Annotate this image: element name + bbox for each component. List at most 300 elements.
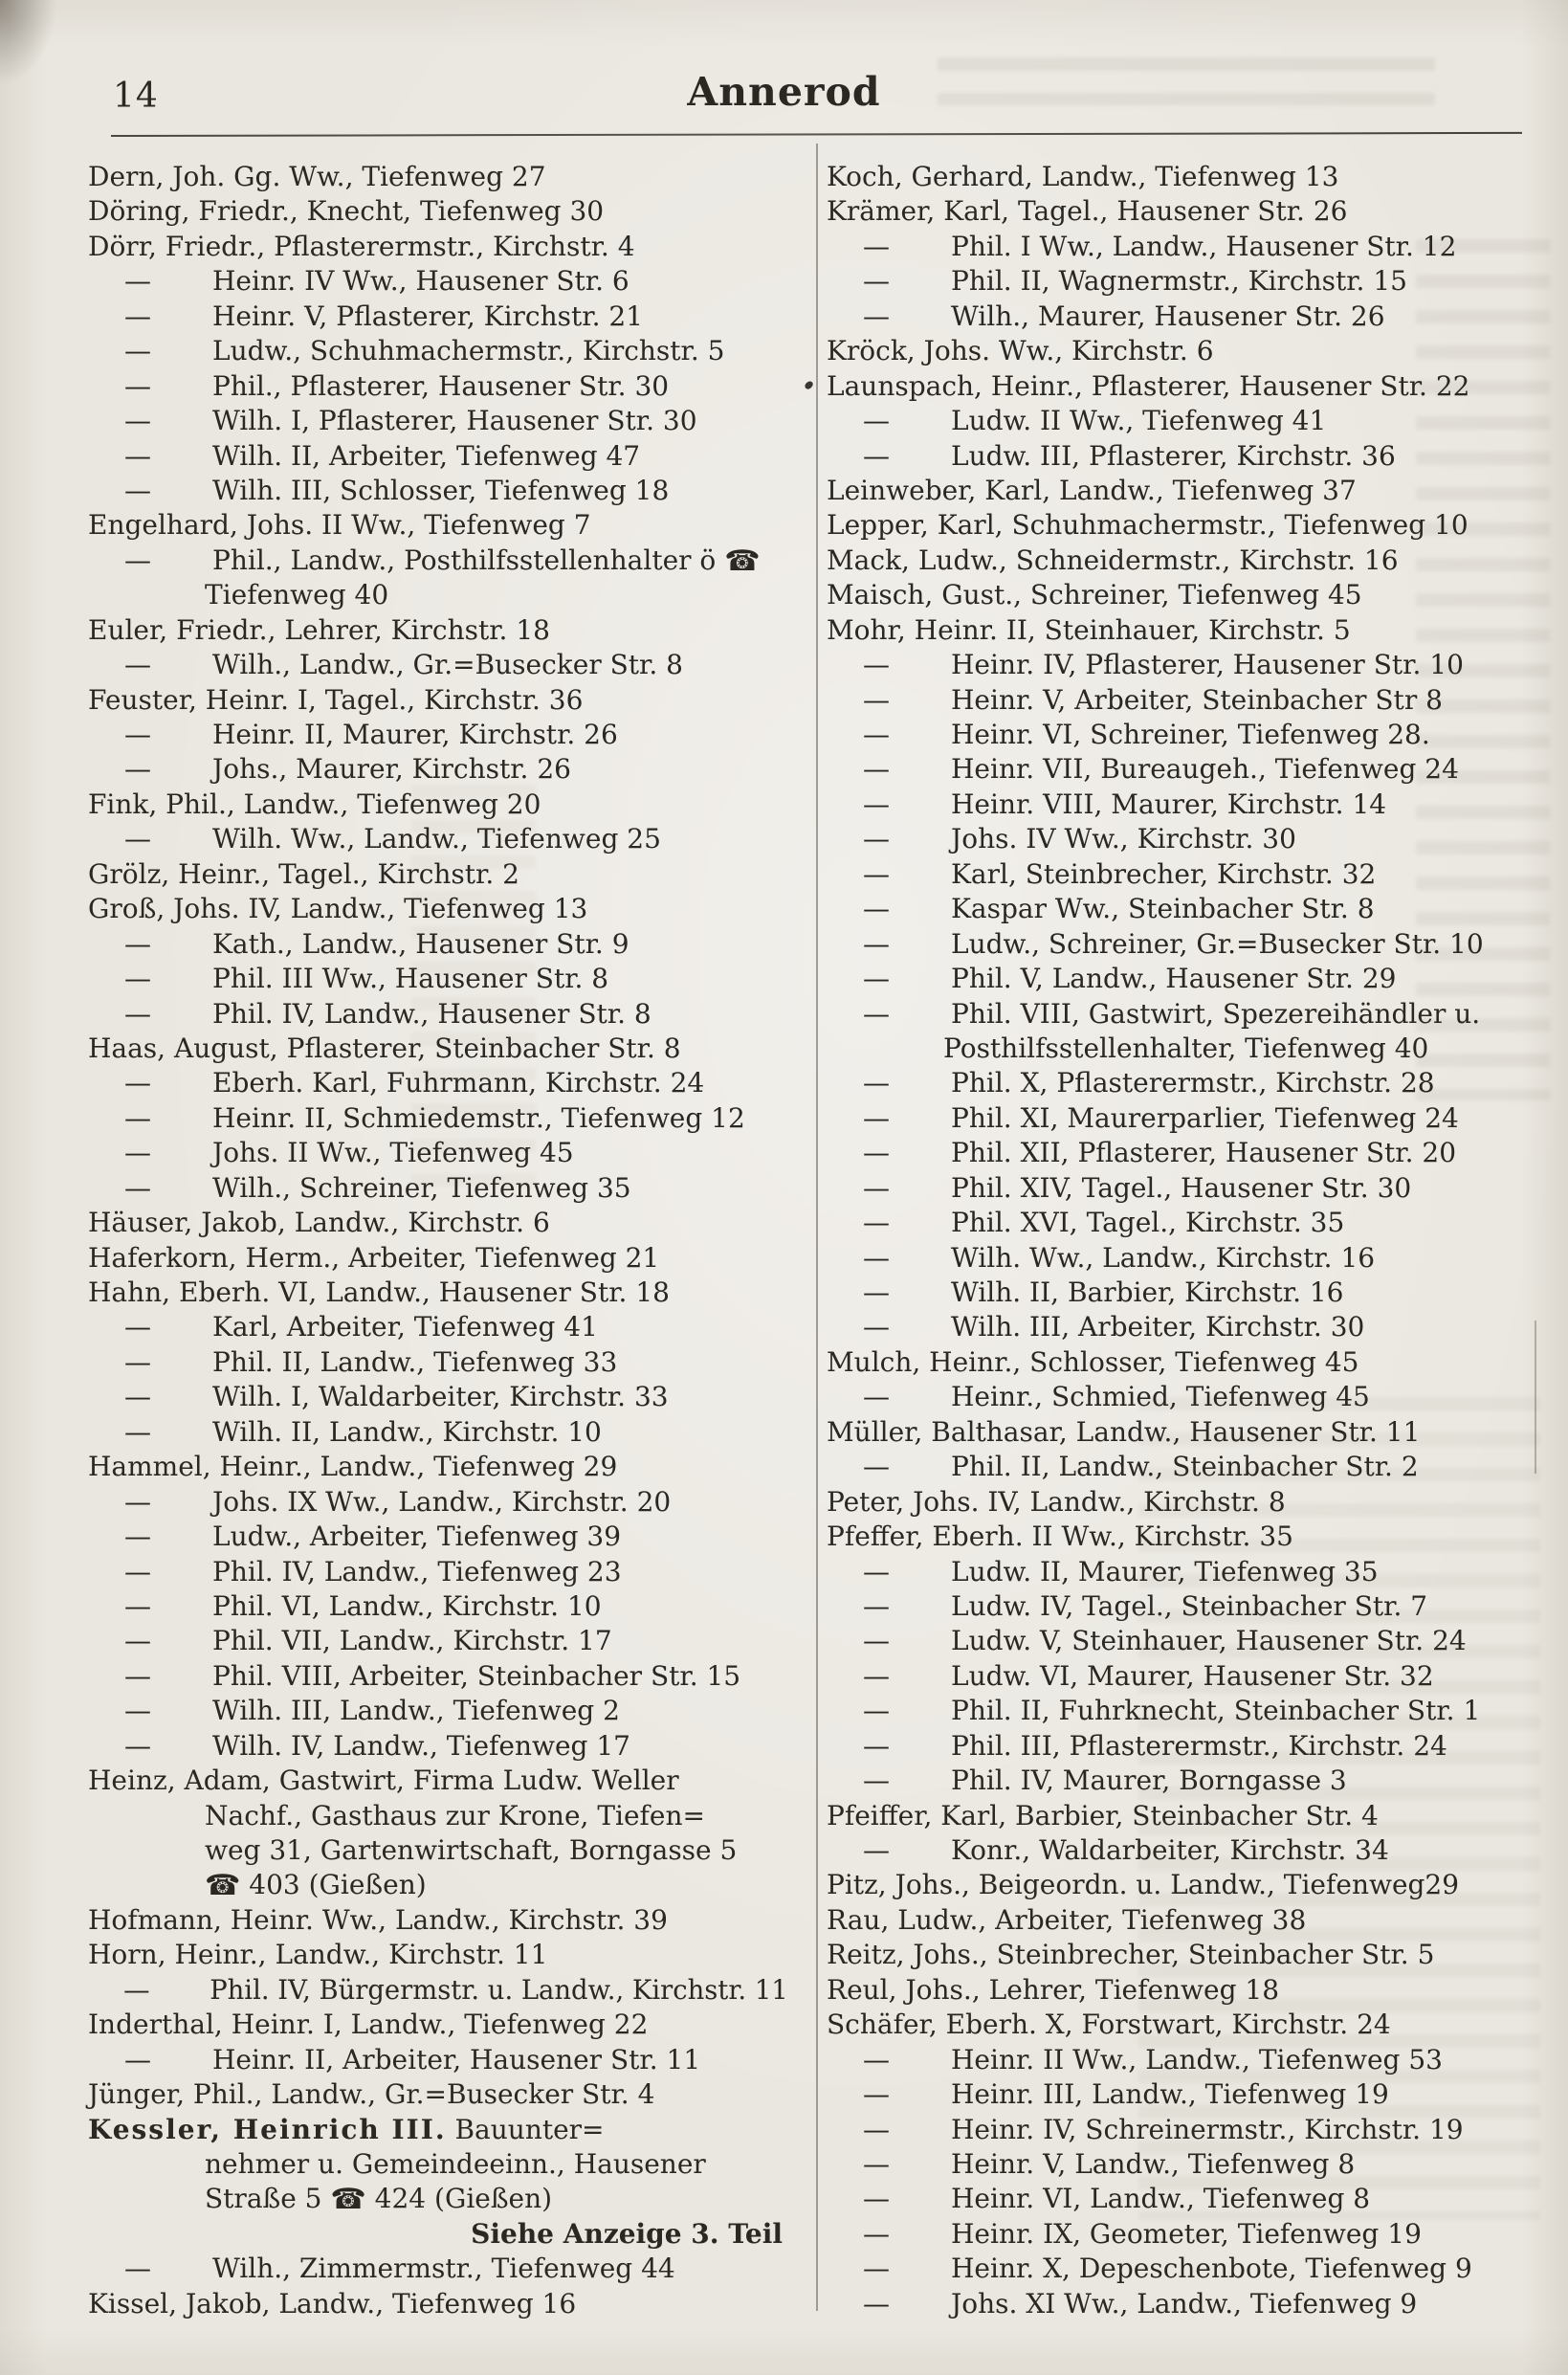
directory-entry — [827, 194, 1528, 229]
entry-text: Wilh. Ww., Landw., Tiefenweg 25 — [212, 823, 661, 855]
entry-text: Phil. II, Landw., Tiefenweg 33 — [212, 1345, 618, 1378]
entry-text: Haas, August, Pflasterer, Steinbacher Str. 8 — [88, 1032, 681, 1064]
directory-entry — [88, 2217, 788, 2252]
directory-entry-sub — [88, 1136, 788, 1170]
directory-entry-sub — [88, 300, 788, 334]
repeat-dash: — — [863, 265, 890, 298]
directory-entry-sub — [827, 892, 1528, 926]
directory-entry — [827, 1938, 1528, 1972]
repeat-dash: — — [124, 369, 151, 402]
directory-entry-sub — [827, 1659, 1528, 1694]
entry-text: Tiefenweg 40 — [205, 579, 389, 611]
repeat-dash: — — [863, 2253, 890, 2285]
repeat-dash: — — [124, 1311, 151, 1343]
directory-entry-sub — [88, 404, 788, 438]
repeat-dash: — — [863, 1765, 890, 1797]
directory-entry-continuation — [88, 1868, 788, 1902]
entry-text: 424 (Gießen) — [365, 2183, 553, 2215]
repeat-dash: — — [124, 2043, 151, 2075]
directory-entry-sub — [827, 1136, 1528, 1170]
repeat-dash: — — [863, 1625, 890, 1657]
repeat-dash: — — [863, 1171, 890, 1204]
entry-text: Phil., Pflasterer, Hausener Str. 30 — [212, 369, 670, 402]
entry-text: Wilh. Ww., Landw., Kirchstr. 16 — [951, 1241, 1376, 1274]
repeat-dash: — — [863, 927, 890, 960]
entry-text: Müller, Balthasar, Landw., Hausener Str. 11 — [827, 1415, 1421, 1448]
entry-text: Heinr. V, Landw., Tiefenweg 8 — [951, 2147, 1356, 2180]
repeat-dash: — — [863, 1381, 890, 1413]
directory-entry-sub — [88, 1973, 788, 2008]
entry-text: Pfeffer, Eberh. II Ww., Kirchstr. 35 — [827, 1520, 1293, 1553]
entry-text: Phil. IV, Maurer, Borngasse 3 — [951, 1765, 1347, 1797]
entry-text: Siehe Anzeige 3. Teil — [471, 2217, 783, 2250]
entry-text: Kröck, Johs. Ww., Kirchstr. 6 — [827, 335, 1214, 367]
repeat-dash: — — [863, 2078, 890, 2111]
header-rule — [111, 132, 1522, 137]
directory-entry-sub — [827, 1206, 1528, 1240]
directory-entry-sub — [827, 997, 1528, 1032]
directory-entry-sub — [827, 718, 1528, 752]
entry-text: Heinr. II, Maurer, Kirchstr. 26 — [212, 719, 618, 750]
entry-text: Dörr, Friedr., Pflasterermstr., Kirchstr. 4 — [88, 230, 635, 262]
entry-text: Hammel, Heinr., Landw., Tiefenweg 29 — [88, 1451, 618, 1483]
directory-entry-sub — [88, 1066, 788, 1100]
directory-entry-sub — [827, 927, 1528, 962]
repeat-dash: — — [124, 1137, 151, 1169]
repeat-dash: — — [124, 753, 151, 786]
entry-text: Haferkorn, Herm., Arbeiter, Tiefenweg 21 — [88, 1241, 660, 1274]
directory-entry-sub — [88, 1310, 788, 1344]
entry-text: Feuster, Heinr. I, Tagel., Kirchstr. 36 — [88, 683, 584, 716]
repeat-dash: — — [863, 1555, 890, 1587]
directory-entry-sub — [827, 2043, 1528, 2077]
entry-text: Heinr. IV, Pflasterer, Hausener Str. 10 — [951, 649, 1464, 681]
directory-entry-sub — [827, 2113, 1528, 2147]
repeat-dash: — — [863, 2183, 890, 2215]
directory-entry-sub — [827, 962, 1528, 996]
directory-entry-sub — [88, 2043, 788, 2077]
entry-text: Lepper, Karl, Schuhmachermstr., Tiefenweg 10 — [827, 509, 1469, 542]
entry-text: Koch, Gerhard, Landw., Tiefenweg 13 — [827, 161, 1339, 192]
directory-entry — [88, 788, 788, 822]
entry-text: Phil. IV, Landw., Hausener Str. 8 — [212, 997, 651, 1030]
entry-text: Johs. II Ww., Tiefenweg 45 — [212, 1137, 574, 1169]
directory-entry-sub — [88, 1589, 788, 1624]
entry-text: Horn, Heinr., Landw., Kirchstr. 11 — [88, 1939, 548, 1971]
page-header-title: Annerod — [687, 69, 881, 115]
entry-text: Phil. XII, Pflasterer, Hausener Str. 20 — [951, 1137, 1457, 1169]
entry-text: Johs., Maurer, Kirchstr. 26 — [212, 753, 571, 786]
entry-text: Phil. II, Wagnermstr., Kirchstr. 15 — [951, 265, 1407, 298]
directory-entry-sub — [827, 1624, 1528, 1658]
entry-text: Inderthal, Heinr. I, Landw., Tiefenweg 22 — [88, 2009, 649, 2041]
directory-entry — [827, 1345, 1528, 1380]
entry-text: Euler, Friedr., Lehrer, Kirchstr. 18 — [88, 613, 550, 646]
directory-entry — [88, 1938, 788, 1972]
repeat-dash: — — [124, 997, 151, 1030]
directory-entry-sub — [827, 788, 1528, 822]
entry-text: Ludw., Arbeiter, Tiefenweg 39 — [212, 1520, 622, 1553]
directory-entry-sub — [88, 334, 788, 368]
repeat-dash: — — [124, 1485, 151, 1518]
entry-text: Wilh., Maurer, Hausener Str. 26 — [951, 300, 1385, 332]
entry-text: Reul, Johs., Lehrer, Tiefenweg 18 — [827, 1973, 1280, 2006]
directory-entry — [88, 194, 788, 229]
directory-entry-sub — [827, 2182, 1528, 2216]
repeat-dash: — — [124, 1520, 151, 1553]
repeat-dash: — — [863, 230, 890, 262]
entry-text: Heinr. VI, Schreiner, Tiefenweg 28. — [951, 719, 1430, 750]
repeat-dash: — — [124, 1729, 151, 1762]
directory-entry — [827, 1973, 1528, 2008]
entry-text: Phil. VII, Landw., Kirchstr. 17 — [212, 1625, 612, 1657]
directory-entry — [827, 613, 1528, 648]
entry-text: Phil. IV, Landw., Tiefenweg 23 — [212, 1555, 622, 1587]
repeat-dash: — — [863, 2287, 890, 2320]
repeat-dash: — — [863, 683, 890, 716]
directory-entry-sub — [827, 1694, 1528, 1728]
repeat-dash: — — [124, 1101, 151, 1134]
repeat-dash: — — [863, 1207, 890, 1239]
directory-entry-sub — [88, 1380, 788, 1414]
repeat-dash: — — [863, 823, 890, 855]
repeat-dash: — — [124, 544, 151, 576]
entry-text: Grölz, Heinr., Tagel., Kirchstr. 2 — [88, 857, 519, 890]
repeat-dash: — — [863, 997, 890, 1030]
directory-entry — [827, 369, 1528, 404]
entry-text: Ludw., Schuhmachermstr., Kirchstr. 5 — [212, 335, 725, 367]
directory-entry-sub — [827, 404, 1528, 438]
directory-entry-sub — [827, 1555, 1528, 1589]
phone-icon: ☎ — [205, 1869, 241, 1903]
repeat-dash: — — [124, 649, 151, 681]
directory-entry — [827, 1520, 1528, 1554]
entry-text: Heinr. IV, Schreinermstr., Kirchstr. 19 — [951, 2113, 1464, 2145]
entry-text: Ludw. II Ww., Tiefenweg 41 — [951, 405, 1327, 437]
entry-text: Wilh. I, Pflasterer, Hausener Str. 30 — [212, 405, 697, 437]
directory-entry-sub — [827, 2077, 1528, 2112]
directory-entry — [827, 508, 1528, 543]
directory-entry-continuation — [88, 2147, 788, 2182]
repeat-dash: — — [863, 963, 890, 995]
entry-text: Mohr, Heinr. II, Steinhauer, Kirchstr. 5 — [827, 613, 1351, 646]
entry-text: Phil. VI, Landw., Kirchstr. 10 — [212, 1589, 602, 1622]
entry-text: Heinr. VIII, Maurer, Kirchstr. 14 — [951, 788, 1387, 820]
directory-entry-sub — [827, 1833, 1528, 1868]
entry-text: Karl, Steinbrecher, Kirchstr. 32 — [951, 857, 1377, 890]
directory-entry-sub — [827, 2147, 1528, 2182]
directory-entry — [827, 1415, 1528, 1450]
repeat-dash: — — [863, 719, 890, 750]
repeat-dash: — — [863, 1241, 890, 1274]
directory-entry-sub — [88, 1624, 788, 1658]
directory-entry-sub — [88, 1520, 788, 1554]
directory-entry-sub — [827, 683, 1528, 718]
entry-text: Phil. XVI, Tagel., Kirchstr. 35 — [951, 1207, 1345, 1239]
entry-text: Pfeiffer, Karl, Barbier, Steinbacher Str. 4 — [827, 1799, 1379, 1831]
directory-entry — [827, 1903, 1528, 1938]
entry-text: Phil. X, Pflasterermstr., Kirchstr. 28 — [951, 1067, 1435, 1099]
entry-text: Eberh. Karl, Fuhrmann, Kirchstr. 24 — [212, 1067, 705, 1099]
repeat-dash: — — [863, 2147, 890, 2180]
directory-entry — [827, 160, 1528, 194]
entry-text: Heinr. VI, Landw., Tiefenweg 8 — [951, 2183, 1371, 2215]
repeat-dash: — — [124, 335, 151, 367]
directory-entry — [88, 1241, 788, 1276]
directory-entry-continuation — [88, 578, 788, 612]
repeat-dash: — — [863, 439, 890, 472]
directory-entry-sub — [827, 1241, 1528, 1276]
entry-text: Kath., Landw., Hausener Str. 9 — [212, 927, 629, 960]
directory-entry-sub — [88, 544, 788, 578]
entry-text: Reitz, Johs., Steinbrecher, Steinbacher Str. 5 — [827, 1939, 1435, 1971]
directory-entry — [88, 2008, 788, 2042]
directory-entry-continuation — [88, 1833, 788, 1868]
entry-text: Rau, Ludw., Arbeiter, Tiefenweg 38 — [827, 1903, 1307, 1936]
directory-entry — [88, 2287, 788, 2321]
directory-entry-sub — [827, 2252, 1528, 2286]
entry-text: Dern, Joh. Gg. Ww., Tiefenweg 27 — [88, 161, 546, 192]
repeat-dash: — — [124, 1345, 151, 1378]
repeat-dash: — — [863, 893, 890, 925]
repeat-dash: — — [863, 1137, 890, 1169]
repeat-dash: — — [124, 719, 151, 750]
right-column — [827, 160, 1528, 2321]
entry-text: Groß, Johs. IV, Landw., Tiefenweg 13 — [88, 893, 588, 925]
directory-entry — [88, 230, 788, 264]
directory-entry — [827, 1868, 1528, 1902]
entry-text: Kaspar Ww., Steinbacher Str. 8 — [951, 893, 1375, 925]
entry-text: Heinz, Adam, Gastwirt, Firma Ludw. Weller — [88, 1765, 679, 1797]
repeat-dash: — — [124, 927, 151, 960]
directory-entry — [88, 613, 788, 648]
directory-entry — [88, 1450, 788, 1484]
directory-entry-sub — [88, 439, 788, 474]
directory-entry — [827, 1485, 1528, 1520]
entry-text: Wilh. II, Barbier, Kirchstr. 16 — [951, 1276, 1344, 1308]
entry-text: Wilh. II, Landw., Kirchstr. 10 — [212, 1415, 602, 1448]
entry-text: Heinr. IX, Geometer, Tiefenweg 19 — [951, 2217, 1422, 2250]
directory-entry-sub — [827, 1450, 1528, 1484]
entry-text: Wilh., Landw., Gr.=Busecker Str. 8 — [212, 649, 683, 681]
entry-text: Engelhard, Johs. II Ww., Tiefenweg 7 — [88, 509, 591, 542]
directory-entry-sub — [827, 1764, 1528, 1798]
directory-entry — [88, 1764, 788, 1798]
entry-text: Heinr. II Ww., Landw., Tiefenweg 53 — [951, 2043, 1443, 2075]
entry-text: Heinr. II, Arbeiter, Hausener Str. 11 — [212, 2043, 701, 2075]
entry-text: nehmer u. Gemeindeeinn., Hausener — [205, 2147, 706, 2180]
entry-text: 403 (Gießen) — [240, 1869, 427, 1901]
directory-entry-sub — [88, 1171, 788, 1206]
directory-entry-sub — [88, 1101, 788, 1136]
directory-entry — [88, 857, 788, 892]
repeat-dash: — — [863, 1729, 890, 1762]
directory-entry-sub — [88, 474, 788, 508]
directory-entry-sub — [88, 1694, 788, 1728]
left-column — [88, 160, 788, 2321]
repeat-dash: — — [863, 1834, 890, 1866]
entry-text: Phil. III Ww., Hausener Str. 8 — [212, 963, 609, 995]
entry-text: Ludw. VI, Maurer, Hausener Str. 32 — [951, 1659, 1434, 1692]
entry-text: Nachf., Gasthaus zur Krone, Tiefen= — [205, 1799, 705, 1831]
entry-text: Maisch, Gust., Schreiner, Tiefenweg 45 — [827, 579, 1362, 611]
repeat-dash: — — [124, 1415, 151, 1448]
directory-entry-sub — [88, 997, 788, 1032]
directory-entry-sub — [88, 1659, 788, 1694]
directory-entry-sub — [88, 752, 788, 787]
entry-text: Heinr., Schmied, Tiefenweg 45 — [951, 1381, 1370, 1413]
entry-text: Johs. IX Ww., Landw., Kirchstr. 20 — [212, 1485, 672, 1518]
repeat-dash: — — [863, 2113, 890, 2145]
directory-entry — [827, 1799, 1528, 1833]
entry-text: Heinr. V, Pflasterer, Kirchstr. 21 — [212, 300, 644, 332]
directory-entry — [827, 334, 1528, 368]
entry-text: Wilh. IV, Landw., Tiefenweg 17 — [212, 1729, 630, 1762]
directory-entry-sub — [827, 1729, 1528, 1764]
repeat-dash: — — [863, 649, 890, 681]
directory-entry-sub — [827, 1310, 1528, 1344]
repeat-dash: — — [863, 405, 890, 437]
repeat-dash: — — [124, 265, 151, 298]
directory-entry-sub — [827, 1101, 1528, 1136]
repeat-dash: — — [863, 2043, 890, 2075]
directory-entry-continuation — [827, 1032, 1528, 1066]
repeat-dash: — — [863, 1695, 890, 1727]
directory-entry-continuation — [88, 1799, 788, 1833]
repeat-dash: — — [863, 753, 890, 786]
directory-entry-continuation — [88, 2182, 788, 2216]
directory-entry-sub — [827, 2217, 1528, 2252]
scan-edge-mark — [1535, 1321, 1536, 1474]
directory-entry-sub — [827, 264, 1528, 299]
entry-text: Wilh. II, Arbeiter, Tiefenweg 47 — [212, 439, 641, 472]
entry-text: Phil., Landw., Posthilfsstellenhalter ö — [212, 544, 725, 576]
repeat-dash: — — [124, 1659, 151, 1692]
directory-entry — [88, 892, 788, 926]
directory-entry-sub — [827, 1171, 1528, 1206]
entry-text: weg 31, Gartenwirtschaft, Borngasse 5 — [205, 1834, 738, 1866]
entry-text: Ludw. II, Maurer, Tiefenweg 35 — [951, 1555, 1379, 1587]
repeat-dash: — — [863, 1276, 890, 1308]
directory-entry — [88, 2113, 788, 2147]
repeat-dash: — — [124, 2253, 151, 2285]
entry-text: Konr., Waldarbeiter, Kirchstr. 34 — [951, 1834, 1389, 1866]
ink-speck — [804, 380, 814, 390]
directory-entry — [88, 1276, 788, 1310]
entry-text: Phil. XI, Maurerparlier, Tiefenweg 24 — [951, 1101, 1459, 1134]
directory-entry-sub — [88, 1485, 788, 1520]
directory-entry-sub — [88, 2252, 788, 2286]
entry-text: Bauunter= — [446, 2113, 605, 2145]
repeat-dash: — — [124, 823, 151, 855]
entry-text: Launspach, Heinr., Pflasterer, Hausener Str. 22 — [827, 369, 1470, 402]
repeat-dash: — — [124, 1555, 151, 1587]
entry-text: Phil. II, Fuhrknecht, Steinbacher Str. 1 — [951, 1695, 1481, 1727]
directory-entry-sub — [827, 822, 1528, 856]
directory-entry-sub — [88, 1345, 788, 1380]
directory-entry-sub — [827, 230, 1528, 264]
entry-text: Wilh. III, Schlosser, Tiefenweg 18 — [212, 474, 670, 506]
repeat-dash: — — [123, 1973, 150, 2006]
entry-text: Peter, Johs. IV, Landw., Kirchstr. 8 — [827, 1485, 1286, 1518]
directory-entry-sub — [88, 648, 788, 682]
repeat-dash: — — [863, 1451, 890, 1483]
repeat-dash: — — [863, 1067, 890, 1099]
entry-text: Phil. XIV, Tagel., Hausener Str. 30 — [951, 1171, 1412, 1204]
directory-entry — [827, 578, 1528, 612]
directory-entry-sub — [827, 439, 1528, 474]
entry-text: Ludw. III, Pflasterer, Kirchstr. 36 — [951, 439, 1396, 472]
column-divider — [816, 144, 818, 2311]
entry-text: Johs. IV Ww., Kirchstr. 30 — [951, 823, 1296, 855]
directory-entry-sub — [827, 1066, 1528, 1100]
repeat-dash: — — [124, 1381, 151, 1413]
repeat-dash: — — [863, 857, 890, 890]
repeat-dash: — — [124, 963, 151, 995]
repeat-dash: — — [863, 1589, 890, 1622]
directory-entry-sub — [88, 718, 788, 752]
phone-icon: ☎ — [330, 2183, 366, 2217]
directory-entry — [88, 160, 788, 194]
entry-text: Phil. III, Pflasterermstr., Kirchstr. 24 — [951, 1729, 1447, 1762]
entry-text: Hofmann, Heinr. Ww., Landw., Kirchstr. 39 — [88, 1903, 668, 1936]
entry-text: Kessler, Heinrich III. — [88, 2113, 447, 2145]
directory-entry-sub — [827, 1380, 1528, 1414]
directory-entry-sub — [88, 962, 788, 996]
directory-entry — [88, 2077, 788, 2112]
repeat-dash: — — [124, 1171, 151, 1204]
repeat-dash: — — [863, 788, 890, 820]
repeat-dash: — — [863, 2217, 890, 2250]
page-number: 14 — [113, 77, 159, 116]
repeat-dash: — — [124, 1695, 151, 1727]
entry-text: Phil. V, Landw., Hausener Str. 29 — [951, 963, 1397, 995]
repeat-dash: — — [124, 405, 151, 437]
entry-text: Jünger, Phil., Landw., Gr.=Busecker Str. 4 — [88, 2078, 655, 2111]
entry-text: Heinr. II, Schmiedemstr., Tiefenweg 12 — [212, 1101, 745, 1134]
directory-entry-sub — [827, 1589, 1528, 1624]
entry-text: Straße 5 — [205, 2183, 331, 2215]
repeat-dash: — — [863, 1101, 890, 1134]
directory-entry — [88, 1032, 788, 1066]
entry-text: Wilh. III, Landw., Tiefenweg 2 — [212, 1695, 620, 1727]
directory-entry — [827, 2008, 1528, 2042]
directory-entry-sub — [827, 857, 1528, 892]
directory-entry-sub — [88, 264, 788, 299]
directory-entry — [88, 1903, 788, 1938]
entry-text: Mulch, Heinr., Schlosser, Tiefenweg 45 — [827, 1345, 1359, 1378]
entry-text: Wilh., Schreiner, Tiefenweg 35 — [212, 1171, 631, 1204]
directory-entry — [88, 508, 788, 543]
entry-text: Pitz, Johs., Beigeordn. u. Landw., Tiefenweg29 — [827, 1869, 1460, 1901]
entry-text: Häuser, Jakob, Landw., Kirchstr. 6 — [88, 1207, 550, 1239]
directory-entry-sub — [88, 927, 788, 962]
directory-entry-sub — [827, 648, 1528, 682]
entry-text: Phil. II, Landw., Steinbacher Str. 2 — [951, 1451, 1419, 1483]
directory-entry — [827, 474, 1528, 508]
entry-text: Heinr. X, Depeschenbote, Tiefenweg 9 — [951, 2253, 1472, 2285]
repeat-dash: — — [124, 1589, 151, 1622]
entry-text: Hahn, Eberh. VI, Landw., Hausener Str. 18 — [88, 1276, 670, 1308]
directory-entry-sub — [88, 822, 788, 856]
entry-text: Phil. I Ww., Landw., Hausener Str. 12 — [951, 230, 1457, 262]
entry-text: Heinr. IV Ww., Hausener Str. 6 — [212, 265, 629, 298]
directory-entry-sub — [827, 1276, 1528, 1310]
directory-entry-sub — [827, 2287, 1528, 2321]
repeat-dash: — — [124, 474, 151, 506]
entry-text: Schäfer, Eberh. X, Forstwart, Kirchstr. 24 — [827, 2009, 1391, 2041]
entry-text: Ludw., Schreiner, Gr.=Busecker Str. 10 — [951, 927, 1484, 960]
